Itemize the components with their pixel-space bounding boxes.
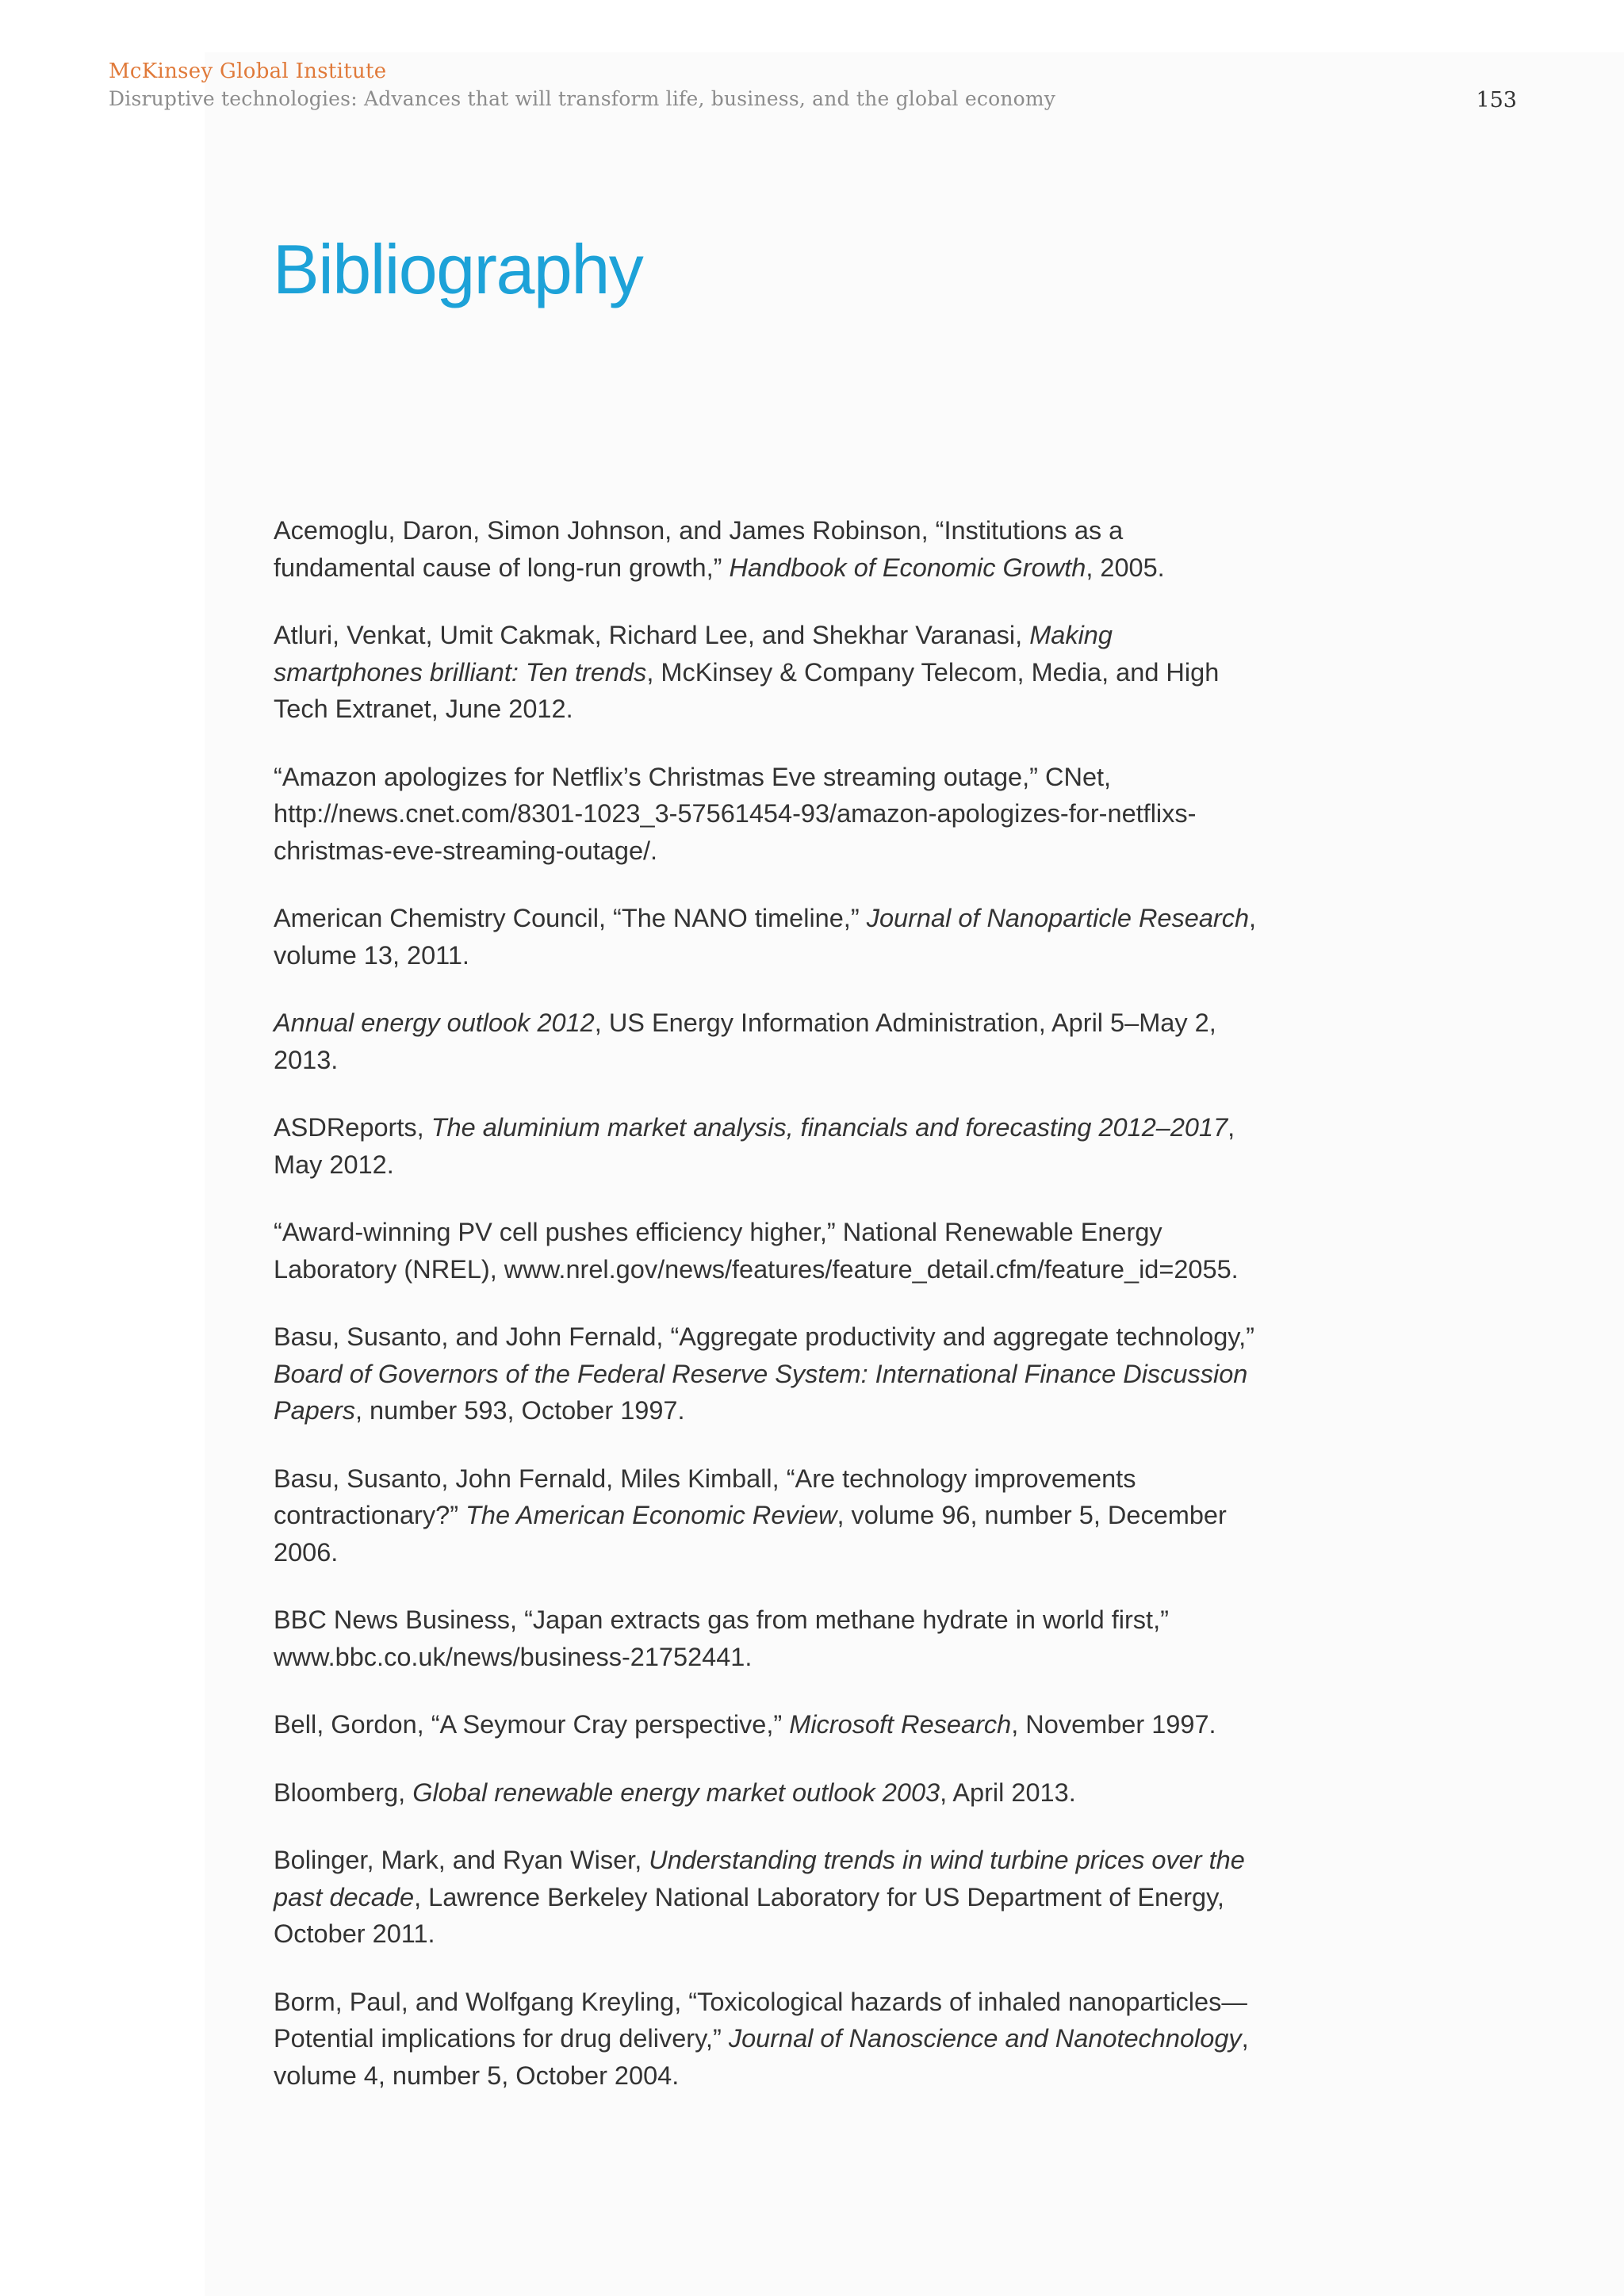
entry-text: , McKinsey & Company Telecom, Media, and High Tech Extranet, June 2012. bbox=[274, 657, 1220, 723]
entry-title-italic: The aluminium market analysis, financials and forecasting 2012–2017 bbox=[431, 1113, 1228, 1142]
entry-text: BBC News Business, “Japan extracts gas from methane hydrate in world first,” www.bbc.co.uk/news/business-21752441. bbox=[274, 1605, 1169, 1671]
entry-text: Acemoglu, Daron, Simon Johnson, and James Robinson, “Institutions as a fundamental cause of long-run growth,” bbox=[274, 516, 1124, 582]
entry-title-italic: Global renewable energy market outlook 2003 bbox=[412, 1777, 940, 1807]
entry-text: “Amazon apologizes for Netflix’s Christmas Eve streaming outage,” CNet, http://news.cnet.com/8301-1023_3-57561454-93/amazon-apologizes-for-netflixs-christmas-eve-streaming-outage/. bbox=[274, 762, 1197, 865]
entry-text: , volume 96, number 5, December 2006. bbox=[274, 1501, 1227, 1567]
entry-text: , US Energy Information Administration, April 5–May 2, 2013. bbox=[274, 1008, 1216, 1074]
entry-text: Basu, Susanto, John Fernald, Miles Kimball, “Are technology improvements contractionary?” bbox=[274, 1464, 1136, 1529]
bibliography-entry bbox=[274, 512, 1257, 586]
entry-text: , number 593, October 1997. bbox=[354, 1396, 685, 1425]
entry-text: , November 1997. bbox=[1011, 1710, 1216, 1739]
bibliography-entry bbox=[274, 1214, 1257, 1288]
entry-text: , Lawrence Berkeley National Laboratory for US Department of Energy, October 2011. bbox=[274, 1882, 1224, 1948]
entry-text: ASDReports, bbox=[274, 1113, 431, 1142]
entry-title-italic: Board of Governors of the Federal Reserve System: International Finance Discussion Papers bbox=[274, 1359, 1248, 1425]
page-number: 153 bbox=[1476, 88, 1517, 113]
bibliography-entry bbox=[274, 1460, 1257, 1571]
header-organization: McKinsey Global Institute bbox=[109, 59, 387, 83]
entry-title-italic: Microsoft Research bbox=[789, 1710, 1012, 1739]
header-report-title: Disruptive technologies: Advances that will transform life, business, and the global economy bbox=[109, 87, 1056, 110]
entry-text: American Chemistry Council, “The NANO timeline,” bbox=[274, 904, 867, 932]
entry-title-italic: Handbook of Economic Growth bbox=[729, 553, 1086, 582]
entry-text: Atluri, Venkat, Umit Cakmak, Richard Lee, and Shekhar Varanasi, bbox=[274, 621, 1030, 649]
bibliography-entry bbox=[274, 1004, 1257, 1078]
entry-text: , 2005. bbox=[1086, 553, 1165, 582]
entry-title-italic: Journal of Nanoparticle Research bbox=[866, 904, 1250, 932]
bibliography-entry bbox=[274, 1774, 1257, 1812]
bibliography-entry bbox=[274, 1706, 1257, 1743]
bibliography-entry bbox=[274, 1984, 1257, 2095]
entry-text: Bell, Gordon, “A Seymour Cray perspective,” bbox=[274, 1710, 790, 1739]
page-title: Bibliography bbox=[273, 230, 643, 308]
bibliography-entry bbox=[274, 1109, 1257, 1183]
entry-text: Basu, Susanto, and John Fernald, “Aggregate productivity and aggregate technology,” bbox=[274, 1322, 1254, 1351]
entry-title-italic: Journal of Nanoscience and Nanotechnology bbox=[728, 2024, 1242, 2053]
entry-text: , volume 13, 2011. bbox=[274, 904, 1257, 970]
entry-title-italic: Making smartphones brilliant: Ten trends bbox=[274, 621, 1113, 687]
entry-title-italic: Understanding trends in wind turbine prices over the past decade bbox=[274, 1846, 1245, 1911]
entry-text: , April 2013. bbox=[940, 1777, 1076, 1807]
bibliography-entry bbox=[274, 759, 1257, 870]
entry-text: , May 2012. bbox=[274, 1113, 1235, 1179]
entry-title-italic: Annual energy outlook 2012 bbox=[274, 1008, 595, 1037]
running-header bbox=[109, 58, 1520, 113]
entry-text: , volume 4, number 5, October 2004. bbox=[274, 2024, 1249, 2090]
bibliography-entry bbox=[274, 1318, 1257, 1429]
bibliography-entry bbox=[274, 900, 1257, 974]
entry-text: Bloomberg, bbox=[274, 1777, 413, 1807]
entry-title-italic: The American Economic Review bbox=[465, 1501, 837, 1529]
bibliography-list bbox=[274, 512, 1257, 2125]
entry-text: “Award-winning PV cell pushes efficiency higher,” National Renewable Energy Laboratory (NREL), www.nrel.gov/news/features/feature_detail.cfm/feature_id=2055. bbox=[274, 1218, 1239, 1284]
bibliography-entry bbox=[274, 1842, 1257, 1953]
entry-text: Borm, Paul, and Wolfgang Kreyling, “Toxicological hazards of inhaled nanoparticles—Potential implications for drug delivery,” bbox=[274, 1987, 1247, 2053]
bibliography-entry bbox=[274, 1601, 1257, 1675]
bibliography-entry bbox=[274, 617, 1257, 728]
entry-text: Bolinger, Mark, and Ryan Wiser, bbox=[274, 1846, 649, 1874]
